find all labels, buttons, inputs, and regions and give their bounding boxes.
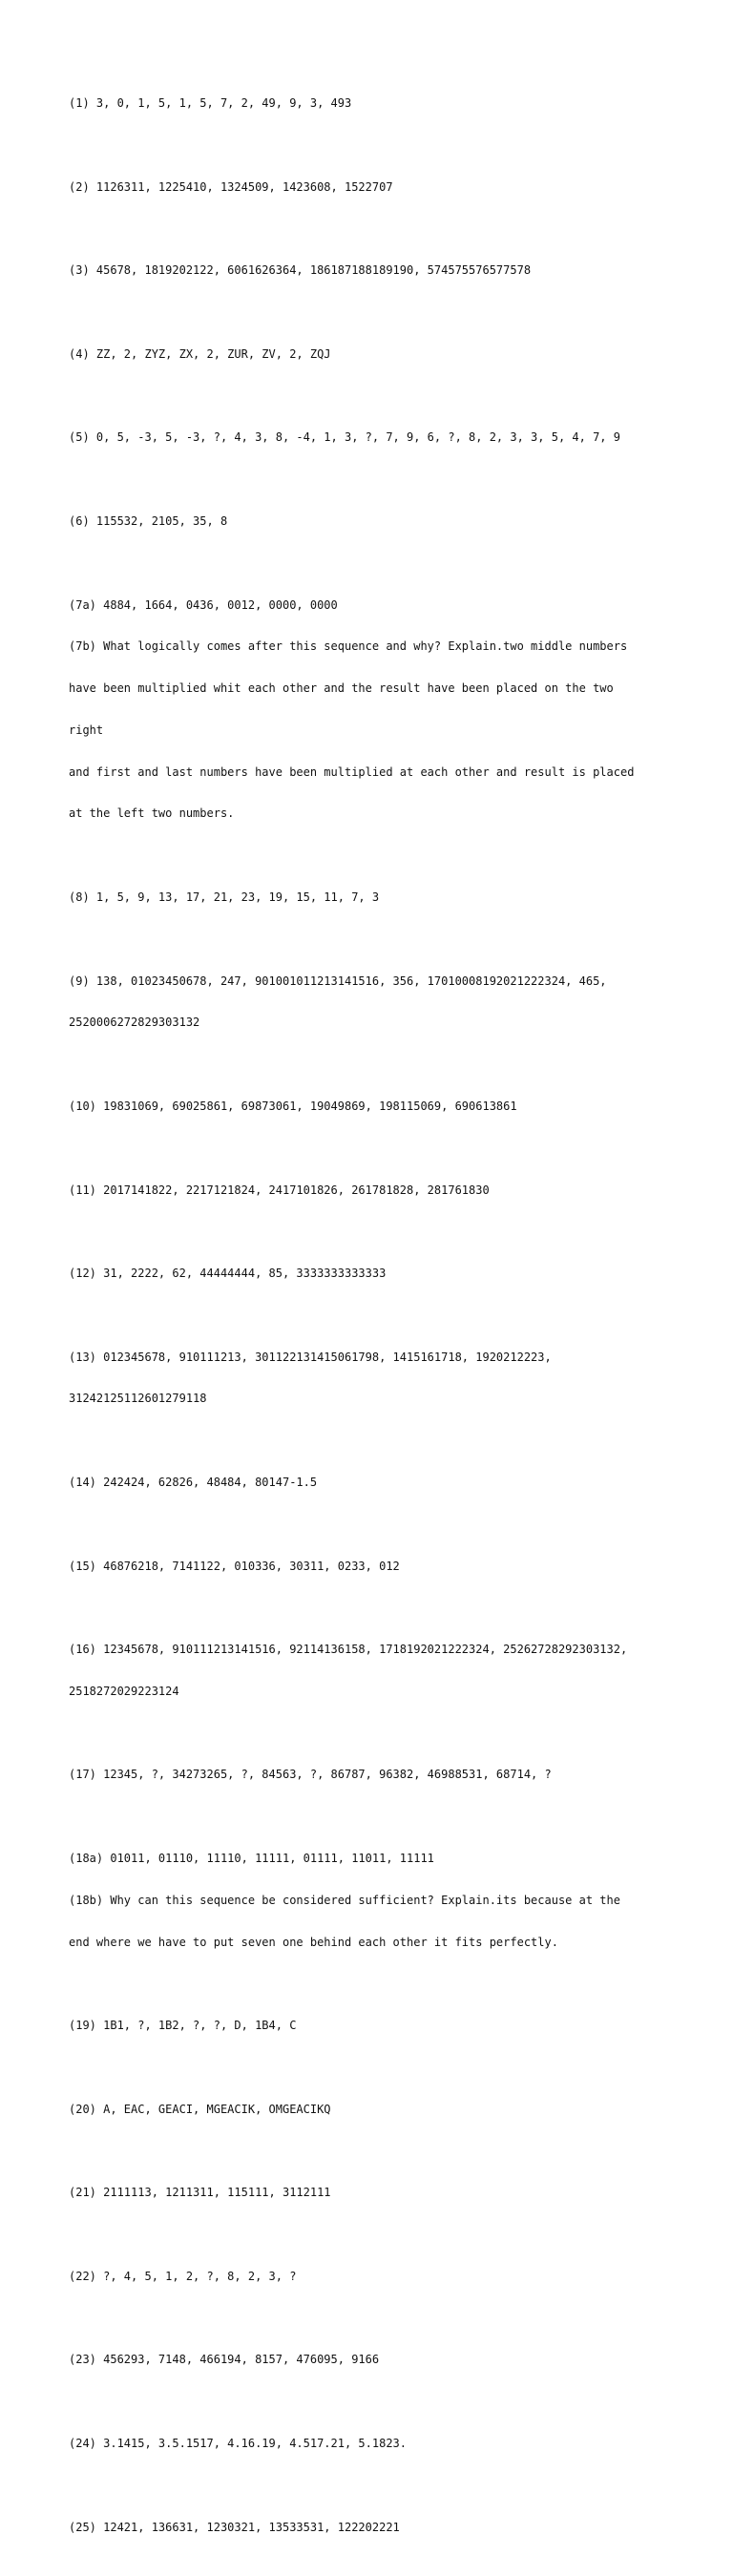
item-line: (24) 3.1415, 3.5.1517, 4.16.19, 4.517.21, 5.1823.: [69, 2436, 408, 2450]
item-20: [69, 2075, 672, 2145]
item-line: 2518272029223124: [69, 1684, 179, 1698]
item-5: [69, 403, 672, 472]
item-line: (2) 1126311, 1225410, 1324509, 1423608, 1522707: [69, 179, 393, 194]
item-14: [69, 1448, 672, 1518]
item-line: have been multiplied whit each other and the result have been placed on the two: [69, 681, 614, 696]
item-line: (8) 1, 5, 9, 13, 17, 21, 23, 19, 15, 11, 7, 3: [69, 890, 380, 905]
item-line: (16) 12345678, 910111213141516, 92114136158, 1718192021222324, 25262728292303132,: [69, 1643, 628, 1657]
item-4: [69, 320, 672, 389]
item-line: (5) 0, 5, -3, 5, -3, ?, 4, 3, 8, -4, 1, 3, ?, 7, 9, 6, ?, 8, 2, 3, 3, 5, 4, 7, 9: [69, 430, 620, 445]
item-15: [69, 1531, 672, 1601]
item-12: [69, 1239, 672, 1309]
item-line: (1) 3, 0, 1, 5, 1, 5, 7, 2, 49, 9, 3, 493: [69, 96, 352, 111]
item-line: (3) 45678, 1819202122, 6061626364, 186187188189190, 574575576577578: [69, 263, 532, 278]
item-line: 2520006272829303132: [69, 1016, 200, 1030]
item-line: and first and last numbers have been multiplied at each other and result is placed: [69, 764, 635, 779]
item-21: [69, 2158, 672, 2228]
item-22: [69, 2242, 672, 2312]
item-line: (20) A, EAC, GEACI, MGEACIK, OMGEACIKQ: [69, 2102, 331, 2116]
item-25: [69, 2492, 672, 2562]
item-line: (11) 2017141822, 2217121824, 2417101826, 261781828, 281761830: [69, 1183, 490, 1197]
item-19: [69, 1991, 672, 2061]
item-line: (13) 012345678, 910111213, 301122131415061798, 1415161718, 1920212223,: [69, 1350, 552, 1364]
item-line: (17) 12345, ?, 34273265, ?, 84563, ?, 86787, 96382, 46988531, 68714, ?: [69, 1768, 552, 1782]
item-line: (7b) What logically comes after this sequence and why? Explain.two middle numbers: [69, 639, 628, 654]
item-7: [69, 570, 672, 848]
item-line: (15) 46876218, 7141122, 010336, 30311, 0233, 012: [69, 1559, 400, 1573]
item-line: (18b) Why can this sequence be considered sufficient? Explain.its because at the: [69, 1893, 620, 1907]
item-1: [69, 69, 672, 138]
item-line: (6) 115532, 2105, 35, 8: [69, 514, 228, 528]
item-line: (21) 2111113, 1211311, 115111, 3112111: [69, 2186, 331, 2200]
item-line: (12) 31, 2222, 62, 44444444, 85, 3333333333333: [69, 1267, 387, 1281]
item-9: [69, 946, 672, 1058]
item-line: (23) 456293, 7148, 466194, 8157, 476095, 9166: [69, 2353, 380, 2367]
item-10: [69, 1072, 672, 1141]
item-3: [69, 236, 672, 305]
item-line: (22) ?, 4, 5, 1, 2, ?, 8, 2, 3, ?: [69, 2269, 297, 2283]
item-11: [69, 1155, 672, 1225]
item-line: (10) 19831069, 69025861, 69873061, 19049869, 198115069, 690613861: [69, 1099, 517, 1113]
item-line: (18a) 01011, 01110, 11110, 11111, 01111, 11011, 11111: [69, 1852, 434, 1865]
item-line: (14) 242424, 62826, 48484, 80147-1.5: [69, 1475, 318, 1489]
item-23: [69, 2325, 672, 2395]
item-24: [69, 2409, 672, 2479]
item-13: [69, 1322, 672, 1434]
item-16: [69, 1615, 672, 1727]
item-2: [69, 153, 672, 222]
item-line: (19) 1B1, ?, 1B2, ?, ?, D, 1B4, C: [69, 2019, 297, 2033]
item-line: (25) 12421, 136631, 1230321, 13533531, 122202221: [69, 2520, 400, 2534]
item-line: 31242125112601279118: [69, 1392, 207, 1406]
item-line: (4) ZZ, 2, ZYZ, ZX, 2, ZUR, ZV, 2, ZQJ: [69, 346, 331, 361]
item-line: end where we have to put seven one behind each other it fits perfectly.: [69, 1935, 558, 1949]
item-line: (7a) 4884, 1664, 0436, 0012, 0000, 0000: [69, 597, 338, 612]
item-line: right: [69, 723, 104, 737]
document-page: [69, 69, 672, 2576]
item-6: [69, 487, 672, 556]
item-8: [69, 863, 672, 932]
item-17: [69, 1740, 672, 1810]
item-line: at the left two numbers.: [69, 806, 235, 821]
item-line: (9) 138, 01023450678, 247, 901001011213141516, 356, 17010008192021222324, 465,: [69, 974, 607, 988]
item-18: [69, 1824, 672, 1978]
